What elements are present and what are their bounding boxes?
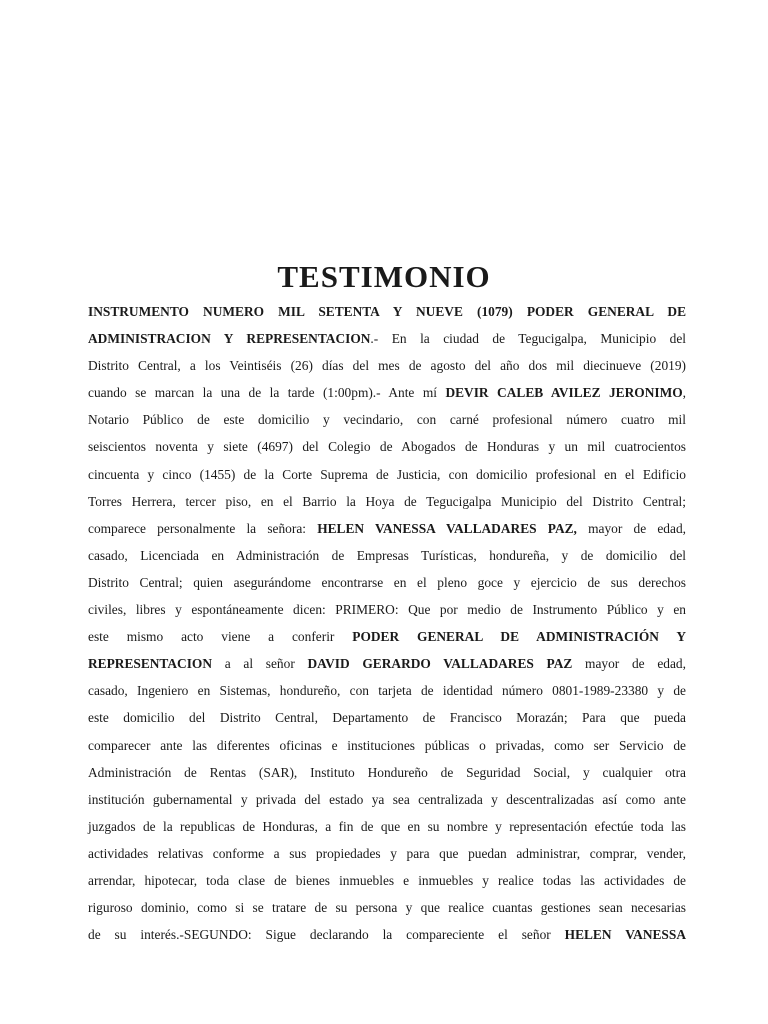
bold-text-run: DEVIR CALEB AVILEZ JERONIMO [445,385,683,401]
text-line [88,623,686,650]
text-line [88,433,686,460]
text-line [88,677,686,704]
text-run: Administración de Rentas (SAR), Instituto Hondureño de Seguridad Social, y cualquier otra [88,764,686,780]
text-run: Notario Público de este domicilio y vecindario, con carné profesional número cuatro mil [88,412,686,428]
text-run: este mismo acto viene a conferir [88,629,353,645]
text-line [88,704,686,731]
text-run: civiles, libres y espontáneamente dicen: PRIMERO: Que por medio de Instrumento Público y en [88,602,686,618]
text-run: seiscientos noventa y siete (4697) del Colegio de Abogados de Honduras y un mil cuatrocientos [88,439,686,455]
text-line [88,894,686,921]
text-line [88,759,686,786]
text-run: comparece personalmente la señora: [88,520,318,536]
text-line [88,379,686,406]
text-run: casado, Licenciada en Administración de Empresas Turísticas, hondureña, y de domicilio del [88,547,686,563]
text-line [88,325,686,352]
text-run: comparecer ante las diferentes oficinas e instituciones públicas o privadas, como ser Servicio de [88,737,686,753]
text-run: mayor de edad, [572,656,686,672]
text-run: juzgados de la republicas de Honduras, a fin de que en su nombre y representación efectúe toda las [88,818,686,834]
text-line [88,650,686,677]
text-run: , [682,385,686,401]
text-line [88,840,686,867]
text-line [88,461,686,488]
text-line [88,867,686,894]
text-line [88,542,686,569]
text-run: actividades relativas conforme a sus propiedades y para que puedan administrar, comprar, vender, [88,845,686,861]
text-run: arrendar, hipotecar, toda clase de bienes inmuebles e inmuebles y realice todas las actividades de [88,872,686,888]
text-line [88,732,686,759]
text-run: institución gubernamental y privada del estado ya sea centralizada y descentralizadas así como ante [88,791,686,807]
bold-text-run: HELEN VANESSA VALLADARES PAZ, [317,520,577,536]
text-run: casado, Ingeniero en Sistemas, hondureño, con tarjeta de identidad número 0801-1989-23380 y de [88,683,686,699]
text-line [88,921,686,948]
text-run: .- En la ciudad de Tegucigalpa, Municipio del [370,331,687,347]
text-run: Torres Herrera, tercer piso, en el Barrio la Hoya de Tegucigalpa Municipio del Distrito Central; [88,493,686,509]
bold-text-run: PODER GENERAL DE ADMINISTRACIÓN Y [352,629,686,645]
bold-text-run: INSTRUMENTO NUMERO MIL SETENTA Y NUEVE (1079) PODER GENERAL DE [88,304,686,319]
text-line [88,298,686,325]
bold-text-run: HELEN VANESSA [564,927,686,943]
text-run: mayor de edad, [576,520,686,536]
bold-text-run: DAVID GERARDO VALLADARES PAZ [307,656,573,672]
text-run: riguroso dominio, como si se tratare de su persona y que realice cuantas gestiones sean necesarias [88,900,686,916]
bold-text-run: REPRESENTACION [88,656,213,672]
document-title: TESTIMONIO [277,259,491,294]
bold-text-run: ADMINISTRACION Y REPRESENTACION [88,331,371,347]
text-run: este domicilio del Distrito Central, Departamento de Francisco Morazán; Para que pueda [88,710,686,726]
text-line [88,406,686,433]
text-line [88,569,686,596]
text-line [88,596,686,623]
text-run: Distrito Central, a los Veintiséis (26) días del mes de agosto del año dos mil diecinueve (2019) [88,358,686,374]
text-run: Distrito Central; quien asegurándome encontrarse en el pleno goce y ejercicio de sus derechos [88,574,686,590]
document-body [88,298,686,948]
text-run: a al señor [212,656,308,672]
text-run: cincuenta y cinco (1455) de la Corte Suprema de Justicia, con domicilio profesional en el Edificio [88,466,686,482]
text-run: de su interés.-SEGUNDO: Sigue declarando la compareciente el señor [88,927,565,943]
text-line [88,813,686,840]
text-line [88,786,686,813]
text-line [88,352,686,379]
text-run: cuando se marcan la una de la tarde (1:00pm).- Ante mí [88,385,446,401]
text-line [88,515,686,542]
text-line [88,488,686,515]
